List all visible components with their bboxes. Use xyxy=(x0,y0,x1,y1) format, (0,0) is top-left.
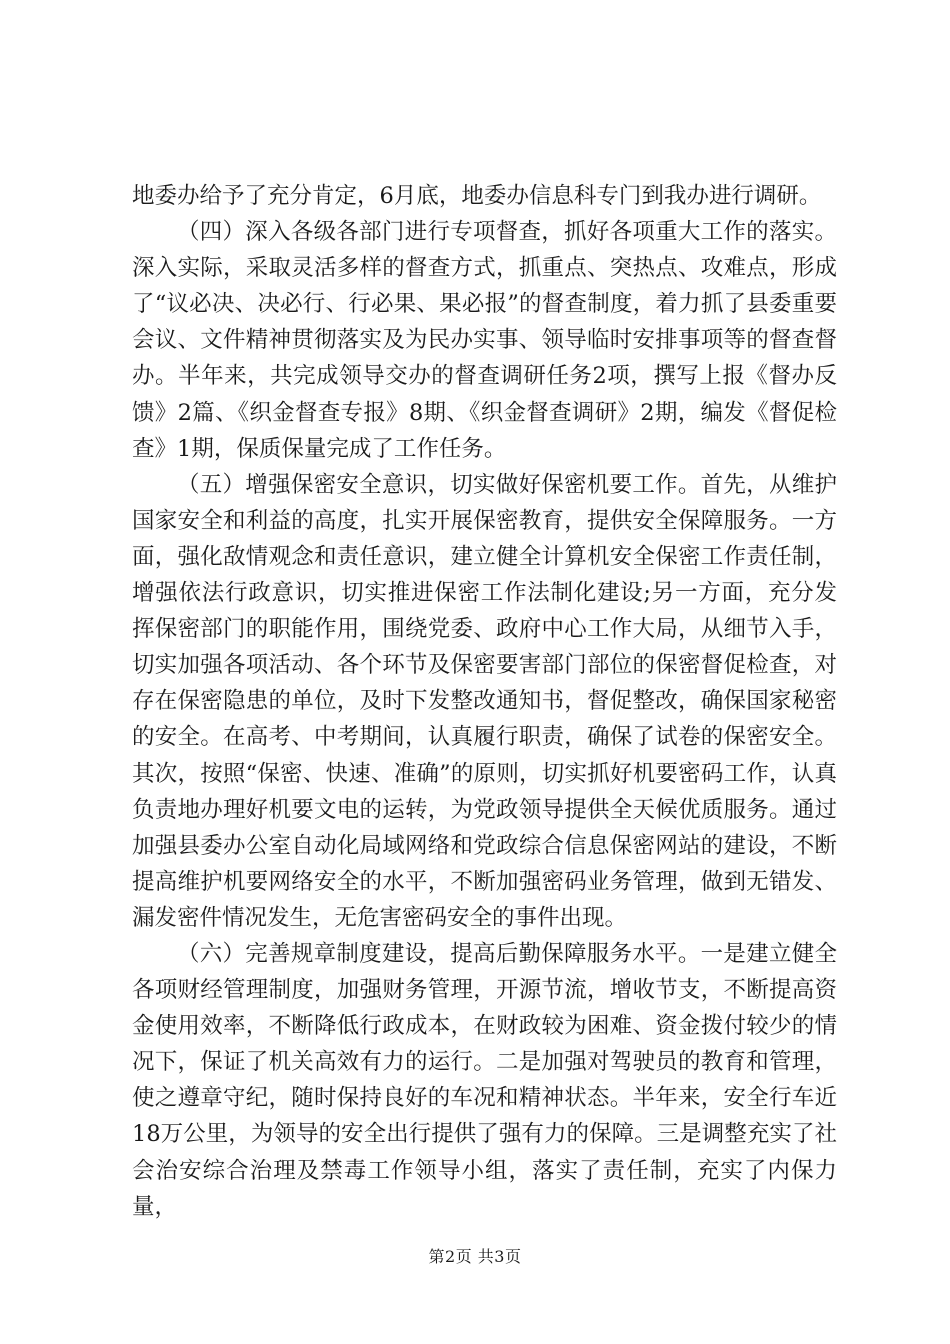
document-body xyxy=(132,178,837,1225)
paragraph-2: （四）深入各级各部门进行专项督查，抓好各项重大工作的落实。深入实际，采取灵活多样的督查方式，抓重点、突热点、攻难点，形成了“议必决、决必行、行必果、果必报”的督查制度，着力抓了县委重要会议、文件精神贯彻落实及为民办实事、领导临时安排事项等的督查督办。半年来，共完成领导交办的督查调研任务2项，撰写上报《督办反馈》2篇、《织金督查专报》8期、《织金督查调研》2期，编发《督促检查》1期，保质保量完成了工作任务。 xyxy=(132,219,837,462)
page-number-footer: 第2页 共3页 xyxy=(428,1247,522,1266)
paragraph-1: 地委办给予了充分肯定，6月底，地委办信息科专门到我办进行调研。 xyxy=(132,183,822,209)
paragraph-4: （六）完善规章制度建设，提高后勤保障服务水平。一是建立健全各项财经管理制度，加强财务管理，开源节流，增收节支，不断提高资金使用效率，不断降低行政成本，在财政较为困难、资金拨付较少的情况下，保证了机关高效有力的运行。二是加强对驾驶员的教育和管理，使之遵章守纪，随时保持良好的车况和精神状态。半年来，安全行车近18万公里，为领导的安全出行提供了强有力的保障。三是调整充实了社会治安综合治理及禁毒工作领导小组，落实了责任制，充实了内保力量， xyxy=(132,940,837,1220)
paragraph-3: （五）增强保密安全意识，切实做好保密机要工作。首先，从维护国家安全和利益的高度，扎实开展保密教育，提供安全保障服务。一方面，强化敌情观念和责任意识，建立健全计算机安全保密工作责任制，增强依法行政意识，切实推进保密工作法制化建设;另一方面，充分发挥保密部门的职能作用，围绕党委、政府中心工作大局，从细节入手，切实加强各项活动、各个环节及保密要害部门部位的保密督促检查，对存在保密隐患的单位，及时下发整改通知书，督促整改，确保国家秘密的安全。在高考、中考期间，认真履行职责，确保了试卷的保密安全。其次，按照“保密、快速、准确”的原则，切实抓好机要密码工作，认真负责地办理好机要文电的运转，为党政领导提供全天候优质服务。通过加强县委办公室自动化局域网络和党政综合信息保密网站的建设，不断提高维护机要网络安全的水平，不断加强密码业务管理，做到无错发、漏发密件情况发生，无危害密码安全的事件出现。 xyxy=(132,471,837,931)
